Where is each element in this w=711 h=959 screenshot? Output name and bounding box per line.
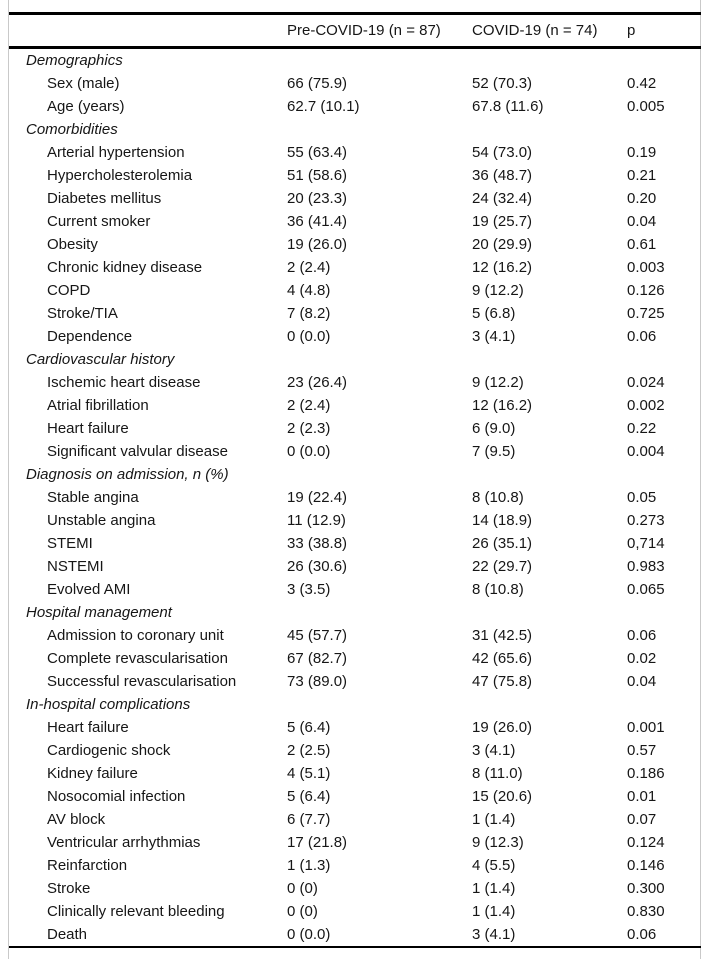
table-header [9, 14, 701, 48]
value-covid: 12 (16.2) [472, 397, 533, 414]
value-pre-covid: 33 (38.8) [287, 535, 348, 552]
value-covid: 14 (18.9) [472, 512, 533, 529]
row-label: Unstable angina [47, 512, 156, 529]
row-label: Kidney failure [47, 765, 138, 782]
value-p: 0.07 [627, 811, 657, 828]
row-label: Ventricular arrhythmias [47, 834, 201, 851]
value-p: 0.22 [627, 420, 657, 437]
value-pre-covid: 3 (3.5) [287, 581, 331, 598]
value-pre-covid: 5 (6.4) [287, 719, 331, 736]
table-row [9, 808, 701, 831]
row-label: STEMI [47, 535, 93, 552]
row-label: Admission to coronary unit [47, 627, 224, 644]
value-p: 0.01 [627, 788, 657, 805]
table-row [9, 302, 701, 325]
section-header-row [9, 48, 701, 73]
table-row [9, 256, 701, 279]
value-p: 0.04 [627, 673, 657, 690]
value-p: 0.725 [627, 305, 665, 322]
value-covid: 24 (32.4) [472, 190, 533, 207]
value-covid: 3 (4.1) [472, 328, 516, 345]
value-pre-covid: 26 (30.6) [287, 558, 348, 575]
row-label: COPD [47, 282, 91, 299]
value-pre-covid: 36 (41.4) [287, 213, 348, 230]
value-covid: 8 (10.8) [472, 489, 524, 506]
value-covid: 3 (4.1) [472, 742, 516, 759]
value-p: 0.06 [627, 328, 657, 345]
row-label: Chronic kidney disease [47, 259, 203, 276]
row-label: Dependence [47, 328, 133, 345]
value-p: 0.983 [627, 558, 665, 575]
header-p-value: p [627, 14, 701, 48]
value-covid: 4 (5.5) [472, 857, 516, 874]
value-pre-covid: 0 (0.0) [287, 926, 331, 943]
table-row [9, 900, 701, 923]
table-row [9, 716, 701, 739]
table-container [9, 12, 701, 948]
row-label: Atrial fibrillation [47, 397, 149, 414]
value-p: 0.04 [627, 213, 657, 230]
value-p: 0.004 [627, 443, 665, 460]
value-p: 0.001 [627, 719, 665, 736]
row-label: Stable angina [47, 489, 139, 506]
value-pre-covid: 17 (21.8) [287, 834, 348, 851]
row-label: Hypercholesterolemia [47, 167, 193, 184]
table-row [9, 624, 701, 647]
value-covid: 7 (9.5) [472, 443, 516, 460]
value-p: 0,714 [627, 535, 665, 552]
value-p: 0.57 [627, 742, 657, 759]
value-pre-covid: 19 (26.0) [287, 236, 348, 253]
row-label: Significant valvular disease [47, 443, 228, 460]
value-pre-covid: 0 (0) [287, 903, 318, 920]
section-header-row [9, 463, 701, 486]
header-row [9, 14, 701, 48]
value-covid: 54 (73.0) [472, 144, 533, 161]
row-label: Arterial hypertension [47, 144, 185, 161]
value-covid: 26 (35.1) [472, 535, 533, 552]
table-row [9, 486, 701, 509]
table-row [9, 95, 701, 118]
table-row [9, 394, 701, 417]
value-covid: 1 (1.4) [472, 903, 516, 920]
table-row [9, 762, 701, 785]
value-covid: 52 (70.3) [472, 75, 533, 92]
table-body [9, 48, 701, 948]
value-pre-covid: 2 (2.4) [287, 259, 331, 276]
row-label: Evolved AMI [47, 581, 131, 598]
value-pre-covid: 0 (0.0) [287, 328, 331, 345]
table-row [9, 877, 701, 900]
value-p: 0.126 [627, 282, 665, 299]
value-covid: 9 (12.2) [472, 374, 524, 391]
value-pre-covid: 6 (7.7) [287, 811, 331, 828]
table-row [9, 831, 701, 854]
row-label: AV block [47, 811, 106, 828]
row-label: Obesity [47, 236, 98, 253]
row-label: Nosocomial infection [47, 788, 186, 805]
row-label: Ischemic heart disease [47, 374, 201, 391]
value-p: 0.024 [627, 374, 665, 391]
value-covid: 6 (9.0) [472, 420, 516, 437]
value-covid: 36 (48.7) [472, 167, 533, 184]
value-pre-covid: 19 (22.4) [287, 489, 348, 506]
table-row [9, 141, 701, 164]
value-pre-covid: 2 (2.5) [287, 742, 331, 759]
section-title: Demographics [26, 52, 123, 69]
row-label: Clinically relevant bleeding [47, 903, 225, 920]
section-title: Cardiovascular history [26, 351, 175, 368]
value-p: 0.003 [627, 259, 665, 276]
table-row [9, 417, 701, 440]
value-pre-covid: 66 (75.9) [287, 75, 348, 92]
row-label: Current smoker [47, 213, 151, 230]
table-row [9, 164, 701, 187]
value-p: 0.005 [627, 98, 665, 115]
row-label: Stroke/TIA [47, 305, 118, 322]
table-row [9, 739, 701, 762]
value-pre-covid: 0 (0.0) [287, 443, 331, 460]
table-row [9, 923, 701, 947]
value-p: 0.065 [627, 581, 665, 598]
value-covid: 8 (11.0) [472, 765, 523, 782]
value-p: 0.05 [627, 489, 657, 506]
value-pre-covid: 7 (8.2) [287, 305, 331, 322]
row-label: Cardiogenic shock [47, 742, 171, 759]
value-pre-covid: 23 (26.4) [287, 374, 348, 391]
section-title: Comorbidities [26, 121, 118, 138]
value-pre-covid: 11 (12.9) [287, 512, 346, 529]
value-pre-covid: 73 (89.0) [287, 673, 348, 690]
row-label: Diabetes mellitus [47, 190, 162, 207]
table-row [9, 785, 701, 808]
value-pre-covid: 55 (63.4) [287, 144, 348, 161]
value-p: 0.300 [627, 880, 665, 897]
section-header-row [9, 601, 701, 624]
value-covid: 67.8 (11.6) [472, 98, 544, 115]
header-pre-covid: Pre-COVID-19 (n = 87) [287, 14, 472, 48]
section-header-row [9, 118, 701, 141]
table-row [9, 440, 701, 463]
data-table [9, 12, 701, 948]
table-row [9, 555, 701, 578]
value-pre-covid: 45 (57.7) [287, 627, 348, 644]
value-p: 0.06 [627, 627, 657, 644]
row-label: Sex (male) [47, 75, 120, 92]
value-covid: 5 (6.8) [472, 305, 516, 322]
table-row [9, 279, 701, 302]
value-p: 0.186 [627, 765, 665, 782]
value-p: 0.21 [627, 167, 657, 184]
value-pre-covid: 62.7 (10.1) [287, 98, 360, 115]
value-p: 0.42 [627, 75, 657, 92]
value-pre-covid: 4 (4.8) [287, 282, 331, 299]
value-covid: 19 (25.7) [472, 213, 533, 230]
table-row [9, 325, 701, 348]
value-covid: 42 (65.6) [472, 650, 533, 667]
value-covid: 31 (42.5) [472, 627, 533, 644]
value-p: 0.830 [627, 903, 665, 920]
table-row [9, 578, 701, 601]
section-title: In-hospital complications [26, 696, 191, 713]
section-header-row [9, 693, 701, 716]
value-p: 0.06 [627, 926, 657, 943]
row-label: Reinfarction [47, 857, 128, 874]
value-covid: 20 (29.9) [472, 236, 533, 253]
row-label: Complete revascularisation [47, 650, 228, 667]
value-pre-covid: 2 (2.3) [287, 420, 331, 437]
value-covid: 12 (16.2) [472, 259, 533, 276]
header-covid: COVID-19 (n = 74) [472, 14, 627, 48]
table-row [9, 509, 701, 532]
value-p: 0.146 [627, 857, 665, 874]
value-pre-covid: 51 (58.6) [287, 167, 348, 184]
value-p: 0.20 [627, 190, 657, 207]
row-label: Age (years) [47, 98, 125, 115]
value-p: 0.61 [627, 236, 657, 253]
value-pre-covid: 0 (0) [287, 880, 318, 897]
value-p: 0.124 [627, 834, 665, 851]
value-covid: 1 (1.4) [472, 811, 516, 828]
value-covid: 9 (12.2) [472, 282, 524, 299]
value-covid: 22 (29.7) [472, 558, 533, 575]
row-label: Stroke [47, 880, 91, 897]
value-pre-covid: 2 (2.4) [287, 397, 331, 414]
value-covid: 8 (10.8) [472, 581, 524, 598]
header-empty [9, 14, 287, 48]
value-pre-covid: 5 (6.4) [287, 788, 331, 805]
table-row [9, 233, 701, 256]
value-covid: 19 (26.0) [472, 719, 533, 736]
row-label: Heart failure [47, 420, 129, 437]
table-row [9, 670, 701, 693]
value-pre-covid: 1 (1.3) [287, 857, 331, 874]
row-label: Heart failure [47, 719, 129, 736]
value-p: 0.002 [627, 397, 665, 414]
table-row [9, 532, 701, 555]
value-p: 0.273 [627, 512, 665, 529]
row-label: NSTEMI [47, 558, 104, 575]
table-row [9, 210, 701, 233]
row-label: Death [47, 926, 88, 943]
table-row [9, 371, 701, 394]
value-covid: 3 (4.1) [472, 926, 516, 943]
row-label: Successful revascularisation [47, 673, 237, 690]
table-row [9, 647, 701, 670]
section-title: Diagnosis on admission, n (%) [26, 466, 229, 483]
value-covid: 47 (75.8) [472, 673, 533, 690]
value-pre-covid: 67 (82.7) [287, 650, 348, 667]
table-row [9, 854, 701, 877]
section-header-row [9, 348, 701, 371]
table-row [9, 72, 701, 95]
value-covid: 1 (1.4) [472, 880, 516, 897]
value-pre-covid: 4 (5.1) [287, 765, 331, 782]
value-covid: 9 (12.3) [472, 834, 524, 851]
value-pre-covid: 20 (23.3) [287, 190, 348, 207]
value-covid: 15 (20.6) [472, 788, 533, 805]
value-p: 0.02 [627, 650, 657, 667]
value-p: 0.19 [627, 144, 657, 161]
table-row [9, 187, 701, 210]
section-title: Hospital management [26, 604, 172, 621]
